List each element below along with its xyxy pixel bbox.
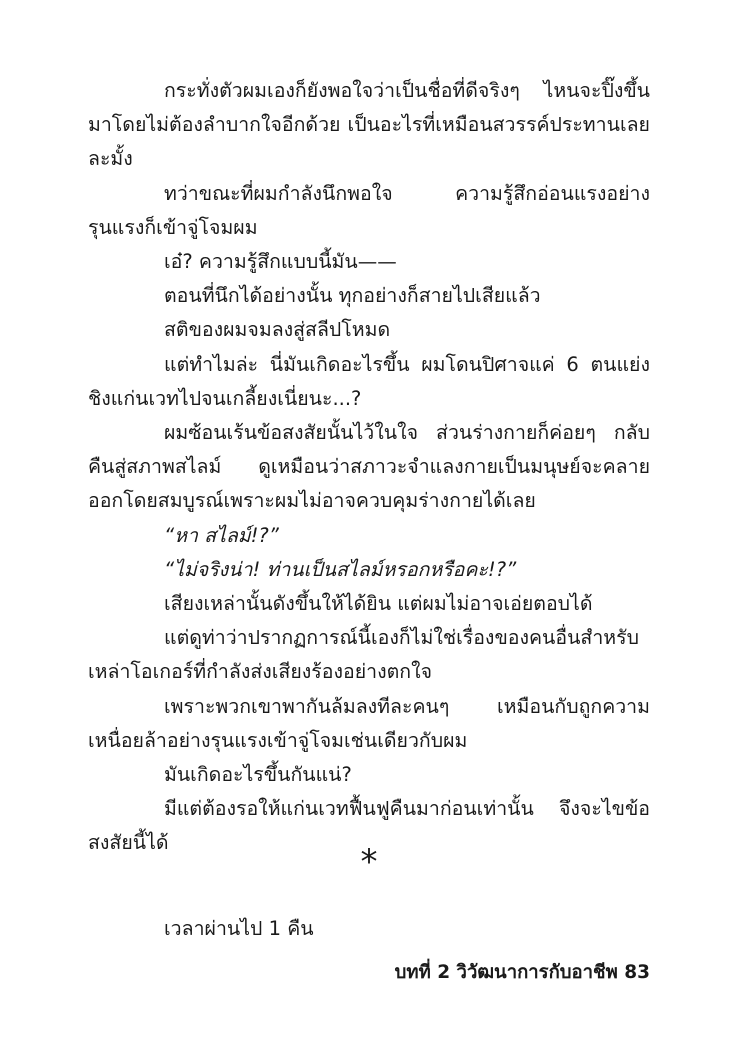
paragraph: กระทั่งตัวผมเองก็ยังพอใจว่าเป็นชื่อที่ดีจริงๆ ไหนจะปิ๊งขึ้นมาโดยไม่ต้องลำบากใจอีกด้วย เป็นอะไรที่เหมือนสวรรค์ประทานเลยละมั้ง: [88, 79, 650, 171]
scene-break-asterisk: *: [360, 842, 378, 882]
page-footer: บทที่ 2 วิวัฒนาการกับอาชีพ 83: [394, 962, 650, 983]
dialogue-line: “หา สไลม์!?”: [164, 523, 279, 547]
paragraph: สติของผมจมลงสู่สลีปโหมด: [164, 318, 391, 342]
paragraph: ตอนที่นึกได้อย่างนั้น ทุกอย่างก็สายไปเสียแล้ว: [164, 284, 541, 308]
paragraph: แต่ทำไมล่ะ นี่มันเกิดอะไรขึ้น ผมโดนปิศาจแค่ 6 ตนแย่งชิงแก่นเวทไปจนเกลี้ยงเนี่ยนะ...?: [88, 352, 650, 410]
paragraph-after-break: เวลาผ่านไป 1 คืน: [164, 917, 314, 940]
body-text: [88, 74, 650, 861]
paragraph: เอ๋? ความรู้สึกแบบนี้มัน——: [164, 250, 397, 274]
paragraph: แต่ดูท่าว่าปรากฏการณ์นี้เองก็ไม่ใช่เรื่องของคนอื่นสำหรับเหล่าโอเกอร์ที่กำลังส่งเสียงร้องอย่างตกใจ: [88, 626, 639, 684]
paragraph: เพราะพวกเขาพากันล้มลงทีละคนๆ เหมือนกับถูกความเหนื่อยล้าอย่างรุนแรงเข้าจู่โจมเช่นเดียวกับผม: [88, 694, 650, 752]
paragraph: เสียงเหล่านั้นดังขึ้นให้ได้ยิน แต่ผมไม่อาจเอ่ยตอบได้: [164, 592, 593, 616]
paragraph: ทว่าขณะที่ผมกำลังนึกพอใจ ความรู้สึกอ่อนแรงอย่างรุนแรงก็เข้าจู่โจมผม: [88, 181, 650, 239]
paragraph: ผมซ้อนเร้นข้อสงสัยนั้นไว้ในใจ ส่วนร่างกายก็ค่อยๆ กลับคืนสู่สภาพสไลม์ ดูเหมือนว่าสภาวะจำแลงกายเป็นมนุษย์จะคลายออกโดยสมบูรณ์เพราะผมไม่อาจควบคุมร่างกายได้เลย: [88, 421, 650, 513]
paragraph: มีแต่ต้องรอให้แก่นเวทฟื้นฟูคืนมาก่อนเท่านั้น จึงจะไขข้อสงสัยนี้ได้: [88, 797, 650, 855]
paragraph: มันเกิดอะไรขึ้นกันแน่?: [164, 763, 352, 787]
dialogue-line: “ไม่จริงน่า! ท่านเป็นสไลม์หรอกหรือคะ!?”: [164, 557, 517, 581]
